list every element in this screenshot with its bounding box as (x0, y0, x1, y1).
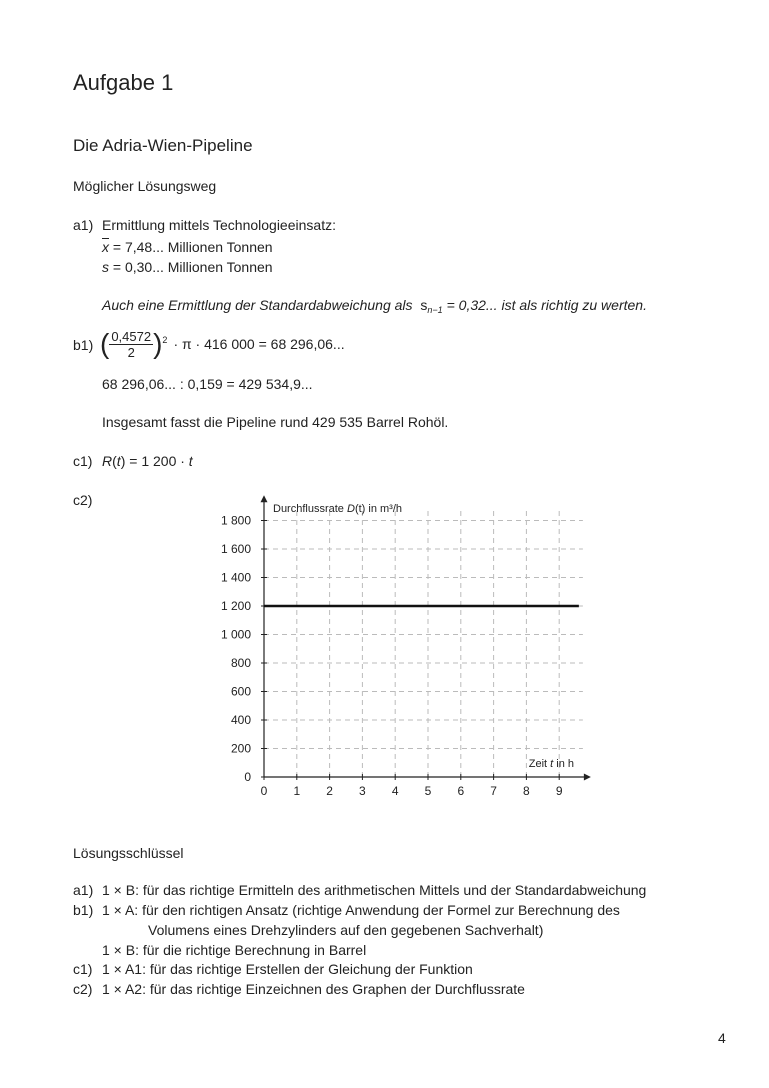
a1-sd (102, 259, 273, 275)
mean-symbol: $\overline{x}$ (102, 239, 109, 255)
chart-axes (261, 495, 591, 780)
a1-mean (102, 239, 273, 255)
y-tick-label: 800 (230, 656, 251, 670)
y-axis-arrow (261, 495, 268, 502)
x-tick-label: 4 (391, 784, 399, 798)
key-tag: c2) (73, 981, 93, 997)
x-tick-label: 2 (326, 784, 333, 798)
b1-label: b1) (73, 337, 94, 353)
solution-heading: Möglicher Lösungsweg (73, 178, 217, 194)
eq-var: t (188, 453, 193, 469)
eq-rest: = 1 200 · (125, 453, 189, 469)
note-s: s (420, 297, 428, 313)
y-tick-label: 1 600 (220, 542, 251, 556)
key-row (73, 942, 366, 958)
a1-intro: Ermittlung mittels Technologieeinsatz: (102, 217, 336, 233)
mean-value: = 7,48... Millionen Tonnen (112, 239, 273, 255)
x-tick-label: 6 (457, 784, 465, 798)
fraction (109, 329, 153, 360)
a1-label: a1) (73, 217, 94, 233)
b1-formula (100, 326, 345, 362)
x-tick-label: 8 (523, 784, 530, 798)
c2-label: c2) (73, 492, 93, 508)
section-title: Die Adria-Wien-Pipeline (73, 136, 253, 155)
chart-ticks (221, 514, 563, 799)
key-row (73, 902, 620, 918)
x-tick-label: 0 (260, 784, 268, 798)
paren-open: ( (100, 328, 110, 359)
chart-grid (264, 508, 583, 777)
note-post: = 0,32... ist als richtig zu werten. (446, 297, 647, 313)
y-tick-label: 1 800 (220, 513, 251, 528)
key-text: 1 × B: für das richtige Ermitteln des arithmetischen Mittels und der Standardabweichung (102, 882, 647, 898)
exponent: 2 (162, 335, 168, 345)
y-axis-label: Durchflussrate D(t) in m³/h (273, 503, 403, 515)
y-tick-label: 1 000 (220, 627, 251, 642)
key-row (73, 882, 646, 898)
flow-rate-chart (200, 488, 600, 808)
key-tag: a1) (73, 882, 94, 898)
formula-rest: · π · 416 000 = 68 296,06... (173, 336, 345, 352)
x-tick-label: 1 (293, 784, 301, 798)
key-heading: Lösungsschlüssel (73, 845, 184, 861)
fraction-numerator: 0,4572 (111, 328, 152, 344)
a1-note (102, 297, 647, 315)
x-axis-label: Zeit t in h (528, 758, 574, 770)
sd-symbol: s (102, 259, 109, 275)
y-tick-label: 0 (244, 770, 251, 784)
b1-line3: Insgesamt fasst die Pipeline rund 429 535 Barrel Rohöl. (102, 414, 449, 430)
y-tick-label: 600 (230, 684, 251, 699)
fn-name: R (102, 453, 113, 469)
key-text: 1 × B: für die richtige Berechnung in Barrel (102, 942, 367, 958)
key-tag: c1) (73, 961, 93, 977)
page-title: Aufgabe 1 (73, 70, 174, 95)
key-row (73, 961, 473, 977)
y-tick-label: 400 (230, 713, 251, 727)
paren-close: ) (153, 328, 163, 359)
fn-arg: t (116, 453, 121, 469)
y-tick-label: 200 (230, 741, 251, 756)
x-tick-label: 7 (490, 784, 497, 798)
c1-label: c1) (73, 453, 93, 469)
key-text: 1 × A: für den richtigen Ansatz (richtige Anwendung der Formel zur Berechnung des (102, 902, 620, 918)
key-text: 1 × A2: für das richtige Einzeichnen des Graphen der Durchflussrate (102, 981, 525, 997)
note-pre: Auch eine Ermittlung der Standardabweichung als (102, 297, 413, 313)
x-axis-arrow (584, 774, 591, 781)
y-tick-label: 1 400 (220, 570, 251, 585)
y-tick-label: 1 200 (220, 599, 251, 613)
key-text: Volumens eines Drehzylinders auf den gegebenen Sachverhalt) (148, 922, 544, 938)
x-tick-label: 3 (359, 784, 366, 798)
note-sub: n−1 (427, 305, 443, 315)
c1-equation: R(t) = 1 200 · t (102, 453, 193, 469)
key-text: 1 × A1: für das richtige Erstellen der Gleichung der Funktion (102, 961, 473, 977)
x-tick-label: 5 (424, 784, 432, 798)
fraction-denominator: 2 (127, 344, 135, 360)
key-tag: b1) (73, 902, 94, 918)
key-row (73, 981, 525, 997)
sd-value: = 0,30... Millionen Tonnen (112, 259, 273, 275)
x-tick-label: 9 (555, 784, 563, 798)
b1-line2: 68 296,06... : 0,159 = 429 534,9... (102, 376, 313, 392)
key-row (73, 922, 543, 938)
page-number: 4 (718, 1030, 726, 1046)
